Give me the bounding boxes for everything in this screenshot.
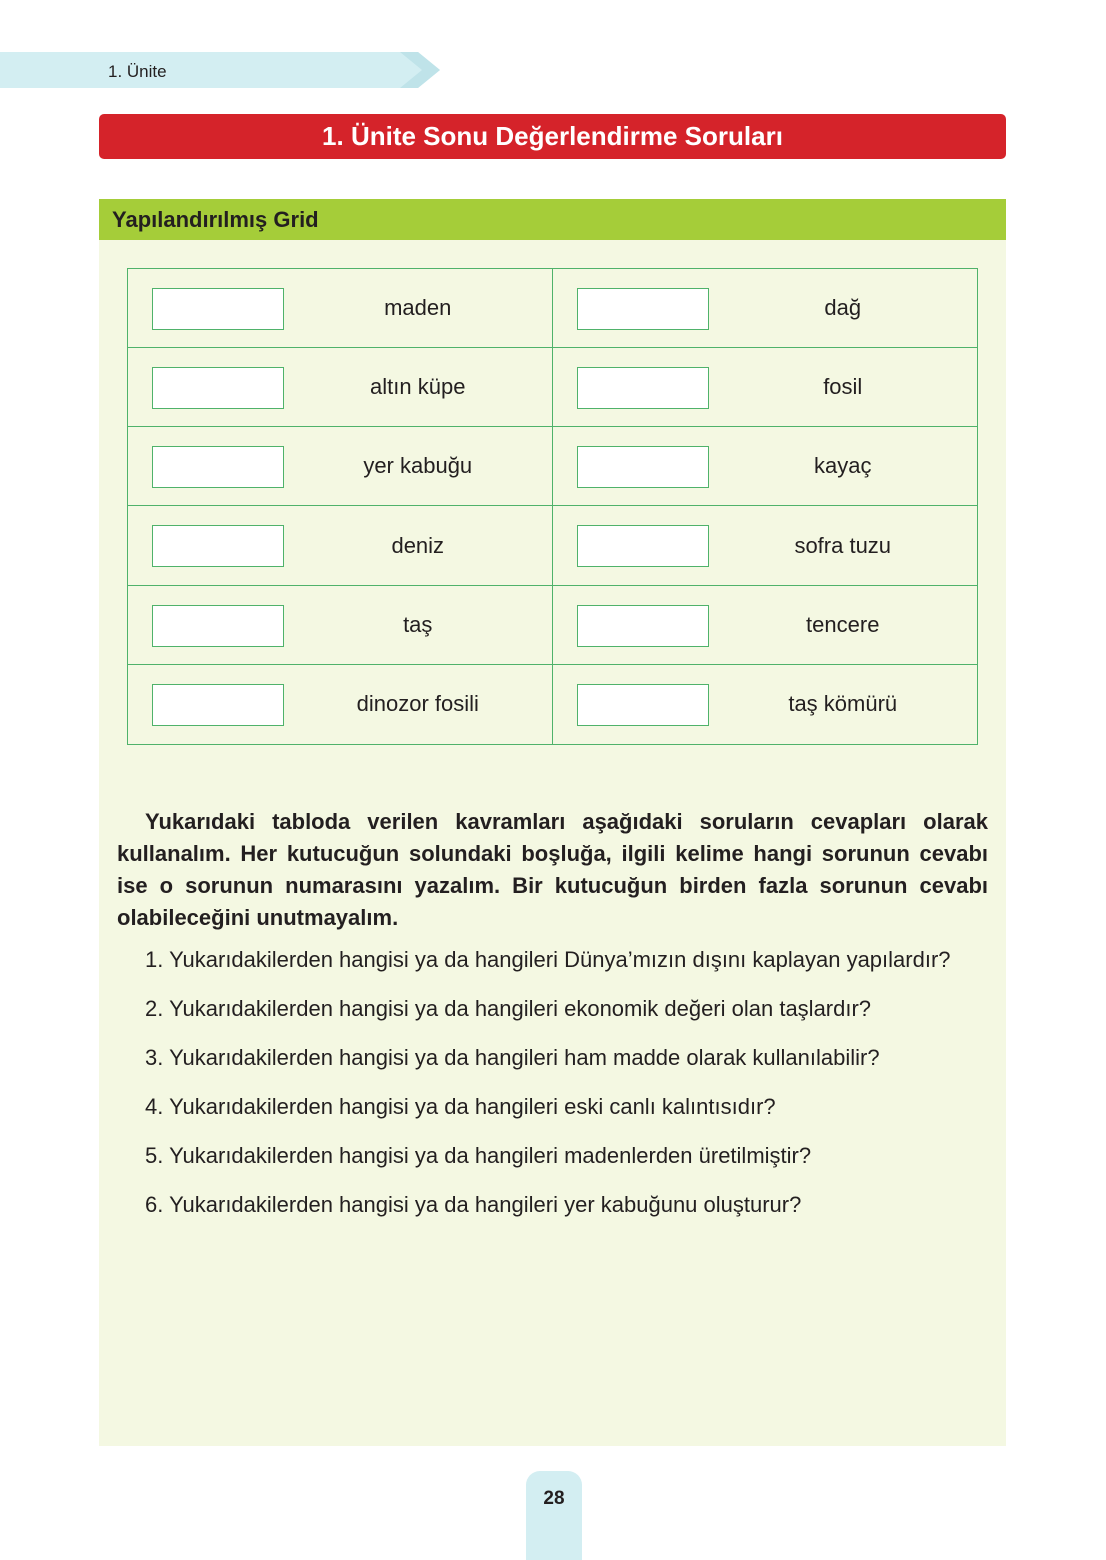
grid-cell <box>553 348 978 427</box>
question-list <box>145 944 1005 1238</box>
grid-word: yer kabuğu <box>363 453 473 479</box>
grid-cell <box>553 665 978 744</box>
answer-box[interactable] <box>152 525 284 567</box>
instructions: Yukarıdaki tabloda verilen kavramları aşağıdaki soruların cevapları olarak kullanalım. Her kutucuğun solundaki boşluğa, ilgili kelime hangi sorunun cevabı ise o sorunun numarasını yazalım. Bir kutucuğun birden fazla sorunun cevabı olabileceğini unutmayalım. <box>117 809 988 930</box>
page-number-tab <box>526 1471 582 1560</box>
grid-word: kayaç <box>814 453 872 479</box>
grid-cell <box>553 427 978 506</box>
grid-cell <box>128 348 553 427</box>
answer-box[interactable] <box>577 367 709 409</box>
question-item: 1. Yukarıdakilerden hangisi ya da hangileri Dünya’mızın dışını kaplayan yapılardır? <box>145 947 951 972</box>
question-item: 2. Yukarıdakilerden hangisi ya da hangileri ekonomik değeri olan taşlardır? <box>145 996 872 1021</box>
exercise-panel <box>99 199 1006 1446</box>
grid-word: sofra tuzu <box>794 532 892 558</box>
grid-cell <box>128 665 553 744</box>
page-number: 28 <box>543 1488 565 1509</box>
answer-box[interactable] <box>577 605 709 647</box>
grid-word: tencere <box>806 611 880 637</box>
grid-word: taş <box>403 611 433 637</box>
answer-box[interactable] <box>577 446 709 488</box>
grid-word: taş kömürü <box>788 691 898 717</box>
answer-box[interactable] <box>152 605 284 647</box>
grid-cell <box>128 586 553 665</box>
question-item: 3. Yukarıdakilerden hangisi ya da hangileri ham madde olarak kullanılabilir? <box>145 1045 880 1070</box>
answer-box[interactable] <box>577 288 709 330</box>
answer-box[interactable] <box>152 684 284 726</box>
grid-word: maden <box>384 295 452 321</box>
answer-box[interactable] <box>152 367 284 409</box>
grid-word: dağ <box>824 295 862 321</box>
section-header <box>99 199 1006 240</box>
grid-word: altın küpe <box>370 374 466 400</box>
grid-cell <box>553 506 978 585</box>
grid-cell <box>128 269 553 348</box>
answer-box[interactable] <box>152 288 284 330</box>
answer-box[interactable] <box>152 446 284 488</box>
grid-cell <box>128 427 553 506</box>
grid-cell <box>553 269 978 348</box>
section-heading: Yapılandırılmış Grid <box>112 206 319 232</box>
grid-cell <box>128 506 553 585</box>
question-item: 4. Yukarıdakilerden hangisi ya da hangileri eski canlı kalıntısıdır? <box>145 1094 776 1119</box>
grid-word: dinozor fosili <box>356 691 479 717</box>
grid-cell <box>553 586 978 665</box>
grid-word: deniz <box>391 532 445 558</box>
unit-tab <box>0 52 440 88</box>
page-title: 1. Ünite Sonu Değerlendirme Soruları <box>99 114 1006 159</box>
answer-box[interactable] <box>577 684 709 726</box>
grid-word: fosil <box>823 374 863 400</box>
question-item: 5. Yukarıdakilerden hangisi ya da hangileri madenlerden üretilmiştir? <box>145 1143 812 1168</box>
concept-grid <box>127 268 978 745</box>
answer-box[interactable] <box>577 525 709 567</box>
question-item: 6. Yukarıdakilerden hangisi ya da hangileri yer kabuğunu oluşturur? <box>145 1192 802 1217</box>
unit-label: 1. Ünite <box>108 62 167 81</box>
